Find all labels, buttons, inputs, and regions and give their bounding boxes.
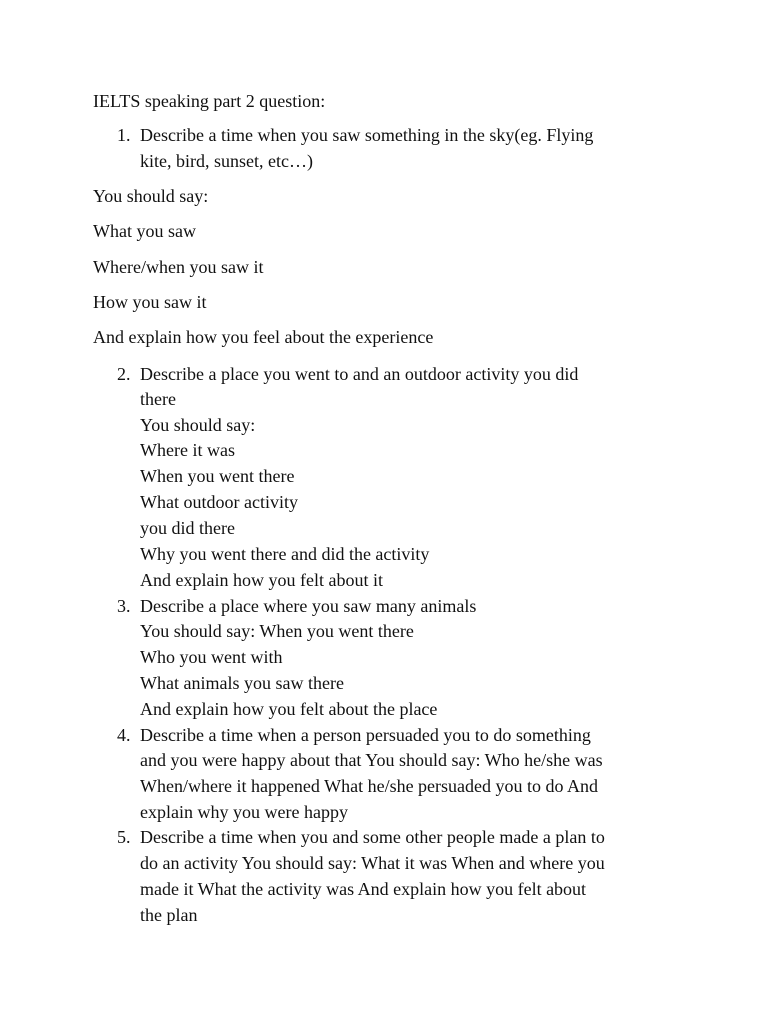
- question-5-line: made it What the activity was And explain how you felt about: [140, 879, 587, 899]
- question-3-line: And explain how you felt about the place: [140, 699, 438, 719]
- question-4-line: explain why you were happy: [140, 802, 348, 822]
- question-2-line: You should say:: [140, 415, 256, 435]
- question-2-line: Describe a place you went to and an outdoor activity you did: [140, 364, 579, 384]
- question-2-line: And explain how you felt about it: [140, 570, 383, 590]
- question-1-prompt: And explain how you feel about the experience: [93, 327, 434, 347]
- question-4-line: and you were happy about that You should say: Who he/she was: [140, 750, 603, 770]
- question-2-line: What outdoor activity: [140, 492, 298, 512]
- question-5-number: 5.: [117, 827, 131, 847]
- question-2-line: Where it was: [140, 440, 235, 460]
- question-3-line: What animals you saw there: [140, 673, 344, 693]
- question-5-line: the plan: [140, 905, 198, 925]
- question-2-line: you did there: [140, 518, 235, 538]
- question-2-number: 2.: [117, 364, 131, 384]
- document-heading: IELTS speaking part 2 question:: [93, 91, 326, 111]
- question-2-line: Why you went there and did the activity: [140, 544, 430, 564]
- question-5-line: do an activity You should say: What it was When and where you: [140, 853, 605, 873]
- question-1-number: 1.: [117, 125, 131, 145]
- question-2-line: When you went there: [140, 466, 295, 486]
- question-3-number: 3.: [117, 596, 131, 616]
- question-4-line: Describe a time when a person persuaded you to do something: [140, 725, 591, 745]
- question-1-prompt: Where/when you saw it: [93, 257, 264, 277]
- question-1-line: kite, bird, sunset, etc…): [140, 151, 313, 171]
- question-3-line: You should say: When you went there: [140, 621, 414, 641]
- question-1-prompt: How you saw it: [93, 292, 207, 312]
- question-4-line: When/where it happened What he/she persuaded you to do And: [140, 776, 599, 796]
- question-2-line: there: [140, 389, 176, 409]
- question-4-number: 4.: [117, 725, 131, 745]
- question-1-line: Describe a time when you saw something in the sky(eg. Flying: [140, 125, 594, 145]
- question-1-prompt: You should say:: [93, 186, 209, 206]
- question-3-line: Who you went with: [140, 647, 283, 667]
- question-3-line: Describe a place where you saw many animals: [140, 596, 477, 616]
- question-5-line: Describe a time when you and some other people made a plan to: [140, 827, 605, 847]
- question-1-prompt: What you saw: [93, 221, 196, 241]
